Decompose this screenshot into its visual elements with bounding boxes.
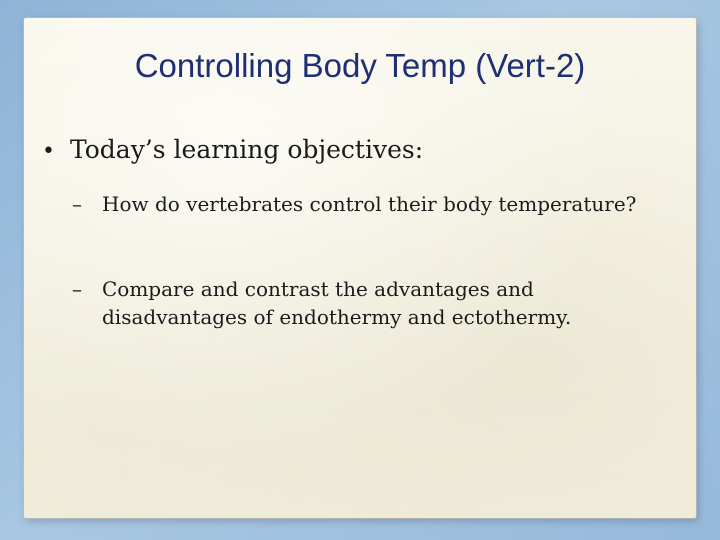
bullet-marker: • [42, 139, 55, 164]
sub-bullet-item [72, 275, 682, 331]
sub-bullet-marker: – [72, 192, 82, 216]
sub-bullet-text: Compare and contrast the advantages and disadvantages of endothermy and ectothermy. [102, 277, 572, 329]
slide-title: Controlling Body Temp (Vert-2) [134, 47, 586, 84]
sub-bullet-item [72, 190, 682, 218]
sub-bullet-text: How do vertebrates control their body temperature? [102, 192, 637, 216]
main-bullet [42, 134, 423, 166]
slide-paper-background [24, 18, 696, 518]
main-bullet-text: Today’s learning objectives: [70, 135, 424, 164]
sub-bullet-marker: – [72, 277, 82, 301]
